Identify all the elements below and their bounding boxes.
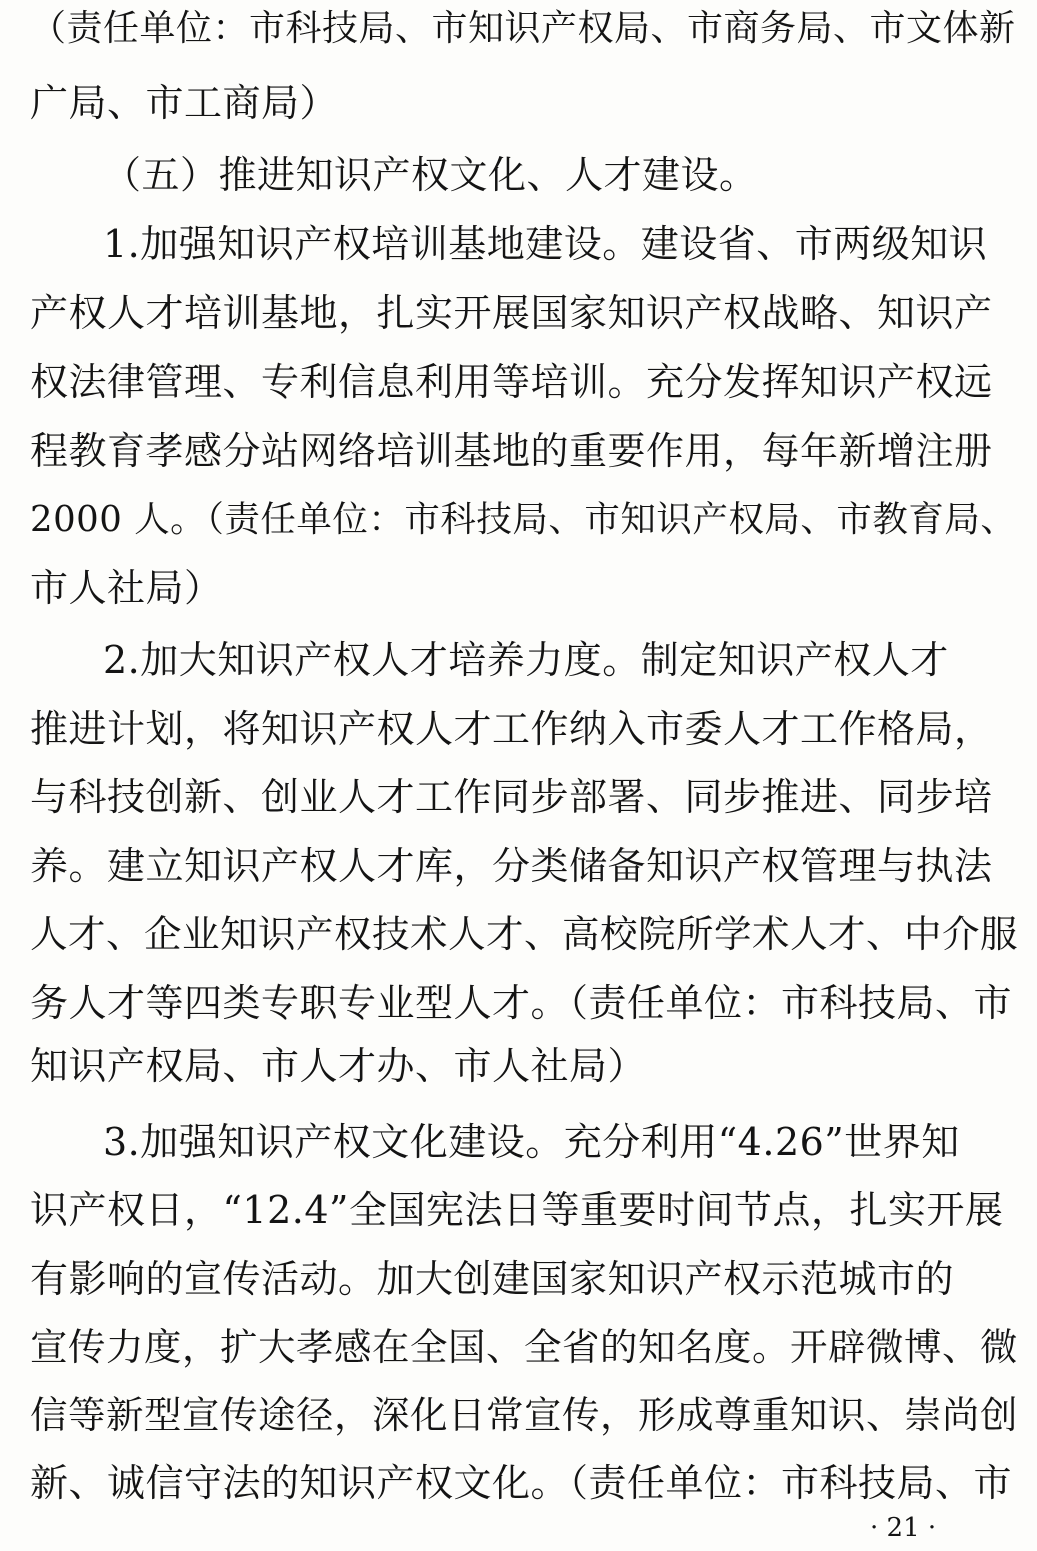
page-number: · 21 · bbox=[870, 1513, 937, 1543]
text-line: 与科技创新、创业人才工作同步部署、同步推进、同步培 bbox=[30, 775, 993, 819]
text-line: 2.加大知识产权人才培养力度。制定知识产权人才 bbox=[103, 638, 949, 682]
text-line: 养。建立知识产权人才库，分类储备知识产权管理与执法 bbox=[30, 844, 993, 888]
text-line: 权法律管理、专利信息利用等培训。充分发挥知识产权远 bbox=[30, 360, 993, 404]
text-line: 务人才等四类专职专业型人才。（责任单位：市科技局、市 bbox=[30, 981, 1013, 1025]
text-line: 新、诚信守法的知识产权文化。（责任单位：市科技局、市 bbox=[30, 1461, 1013, 1505]
section-heading: （五）推进知识产权文化、人才建设。 bbox=[103, 153, 758, 197]
text-line: 市人社局） bbox=[30, 566, 223, 610]
text-line: 3.加强知识产权文化建设。充分利用“4.26”世界知 bbox=[103, 1120, 960, 1164]
text-line: 有影响的宣传活动。加大创建国家知识产权示范城市的 bbox=[30, 1257, 955, 1301]
text-line: （责任单位：市科技局、市知识产权局、市商务局、市文体新 bbox=[30, 8, 1016, 49]
text-line: 广局、市工商局） bbox=[30, 81, 339, 125]
text-line: 识产权日，“12.4”全国宪法日等重要时间节点，扎实开展 bbox=[30, 1188, 1004, 1232]
text-line: 宣传力度，扩大孝感在全国、全省的知名度。开辟微博、微 bbox=[30, 1325, 1018, 1369]
text-line: 推进计划，将知识产权人才工作纳入市委人才工作格局， bbox=[30, 707, 993, 751]
text-line: 程教育孝感分站网络培训基地的重要作用，每年新增注册 bbox=[30, 429, 993, 473]
text-line: 产权人才培训基地，扎实开展国家知识产权战略、知识产 bbox=[30, 291, 993, 335]
text-line: 知识产权局、市人才办、市人社局） bbox=[30, 1044, 647, 1088]
text-line: 1.加强知识产权培训基地建设。建设省、市两级知识 bbox=[103, 222, 988, 266]
text-line: 信等新型宣传途径，深化日常宣传，形成尊重知识、崇尚创 bbox=[30, 1393, 1018, 1437]
text-line: 2000 人。（责任单位：市科技局、市知识产权局、市教育局、 bbox=[30, 499, 1017, 540]
text-line: 人才、企业知识产权技术人才、高校院所学术人才、中介服 bbox=[30, 912, 1018, 956]
